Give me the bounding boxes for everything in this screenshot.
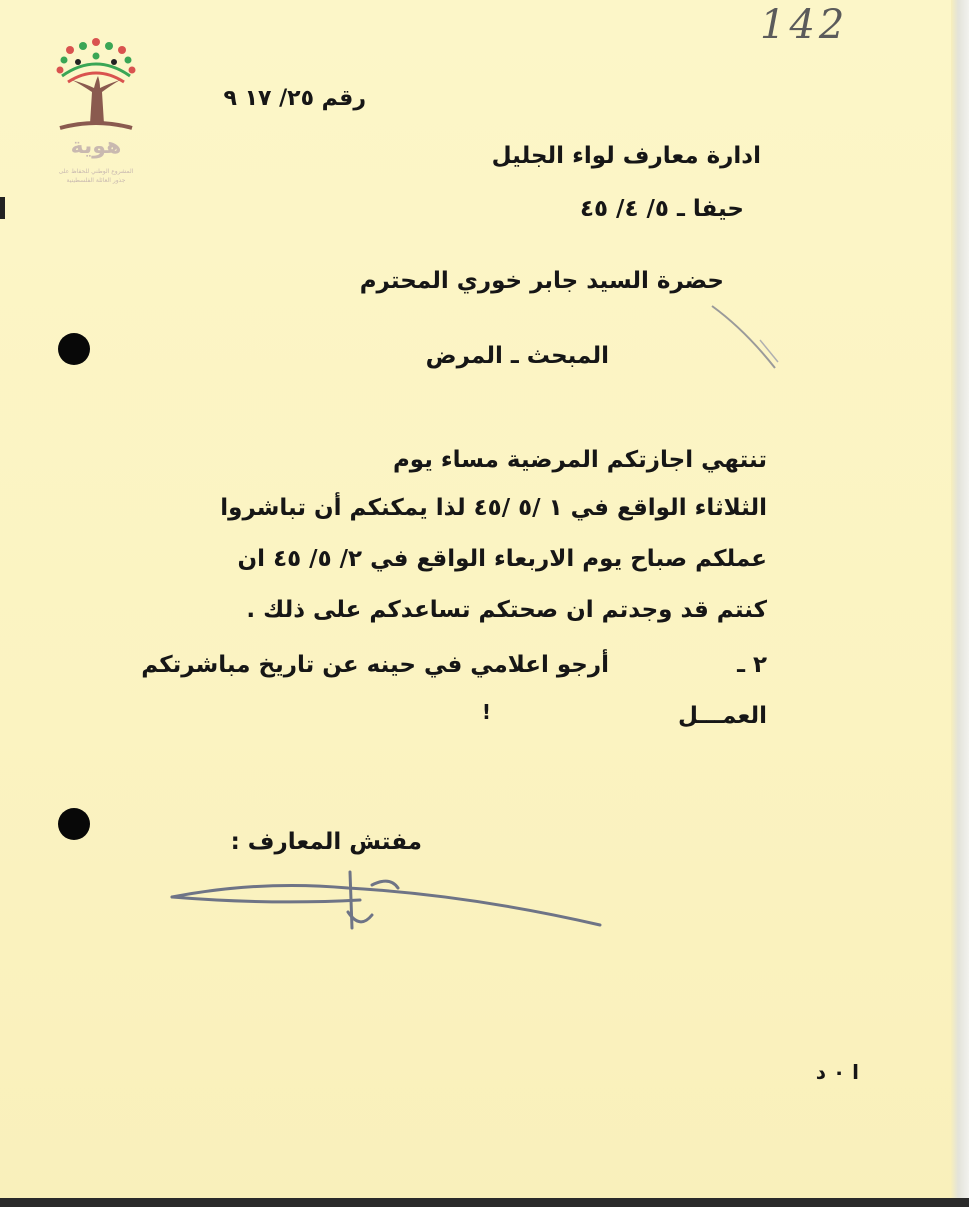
pencil-stroke-2 (760, 340, 778, 362)
logo-subtitle-1: المشروع الوطني للحفاظ على (58, 168, 134, 175)
addressee: حضرة السيد جابر خوري المحترم (359, 268, 724, 294)
signatory-title: مفتش المعارف : (230, 829, 422, 855)
footer-code: ا ٠ د (815, 1060, 859, 1084)
body-line-2: الثلاثاء الواقع في ١ /٥ /٤٥ لذا يمكنكم أن تباشروا (220, 495, 767, 521)
item-2-text: أرجو اعلامي في حينه عن تاريخ مباشرتكم (141, 652, 609, 678)
logo-name: هوية (70, 134, 122, 159)
item-2-number: ٢ ـ (737, 652, 767, 678)
pencil-stroke (712, 306, 775, 368)
item-2-continuation: العمـــل (677, 703, 767, 729)
letter-subject: المبحث ـ المرض (425, 343, 609, 369)
logo-subtitle-2: جذور العائلة الفلسطينية (66, 177, 126, 184)
reference-number: رقم ٢٥/ ١٧ ٩ (223, 86, 366, 111)
body-line-1: تنتهي اجازتكم المرضية مساء يوم (392, 447, 767, 473)
body-line-4: كنتم قد وجدتم ان صحتكم تساعدكم على ذلك . (246, 597, 767, 623)
body-line-3: عملكم صباح يوم الاربعاء الواقع في ٢/ ٥/ ٤٥ ان (237, 546, 767, 572)
archive-number: 142 (760, 2, 849, 48)
place-and-date: حيفا ـ ٥/ ٤/ ٤٥ (579, 196, 744, 222)
sender-office: ادارة معارف لواء الجليل (491, 143, 761, 169)
signature (172, 872, 600, 928)
item-2-end-mark: ! (481, 700, 491, 724)
